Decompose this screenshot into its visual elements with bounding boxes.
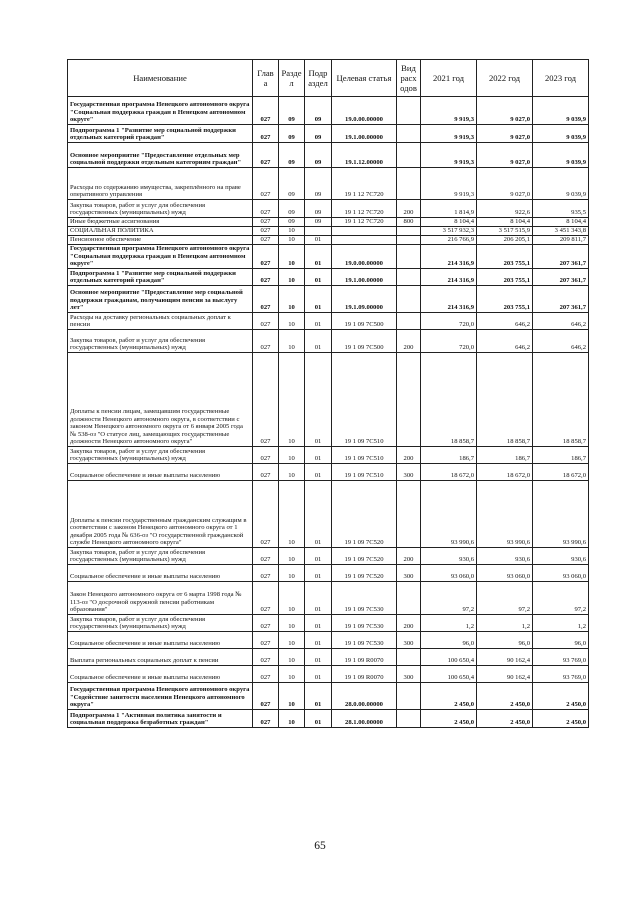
row-value-2023: 186,7	[533, 447, 589, 464]
row-name: Доплаты к пенсии государственным гражданским служащим в соответствии с законом Ненецкого автономного округа от 1 декабря 2005 года № 636-оз "О государственной гражданской службе Ненецкого автономного округа"	[68, 481, 253, 548]
row-expense-type	[397, 353, 421, 447]
row-name: Подпрограмма 1 "Развитие мер социальной поддержки отдельных категорий граждан"	[68, 269, 253, 286]
row-podrazdel: 09	[305, 125, 332, 143]
row-expense-type	[397, 683, 421, 710]
row-name: Закупка товаров, работ и услуг для обеспечения государственных (муниципальных) нужд	[68, 200, 253, 218]
row-glava: 027	[253, 313, 279, 330]
row-glava: 027	[253, 615, 279, 632]
row-glava: 027	[253, 447, 279, 464]
row-podrazdel: 01	[305, 330, 332, 353]
row-value-2021: 214 316,9	[421, 286, 477, 313]
row-value-2022: 203 755,1	[477, 286, 533, 313]
row-target-article: 19 1 09 7С520	[332, 481, 397, 548]
row-razdel: 09	[279, 97, 305, 125]
row-value-2023: 9 039,9	[533, 143, 589, 168]
row-expense-type	[397, 710, 421, 728]
row-name: Социальное обеспечение и иные выплаты населению	[68, 666, 253, 683]
row-razdel: 10	[279, 565, 305, 582]
row-name: СОЦИАЛЬНАЯ ПОЛИТИКА	[68, 227, 253, 236]
row-target-article: 19 1 09 R0070	[332, 649, 397, 666]
row-podrazdel: 01	[305, 353, 332, 447]
table-row	[68, 168, 589, 200]
table-row	[68, 236, 589, 245]
row-expense-type	[397, 125, 421, 143]
row-podrazdel: 01	[305, 447, 332, 464]
row-value-2022: 206 205,1	[477, 236, 533, 245]
header-name: Наименование	[68, 60, 253, 97]
row-value-2021: 720,0	[421, 330, 477, 353]
row-value-2022: 930,6	[477, 548, 533, 565]
row-value-2023: 646,2	[533, 313, 589, 330]
row-value-2022: 90 162,4	[477, 666, 533, 683]
row-value-2022: 97,2	[477, 582, 533, 615]
row-target-article: 28.1.00.00000	[332, 710, 397, 728]
row-razdel: 10	[279, 666, 305, 683]
row-value-2023: 930,6	[533, 548, 589, 565]
row-glava: 027	[253, 236, 279, 245]
row-glava: 027	[253, 548, 279, 565]
row-podrazdel: 01	[305, 582, 332, 615]
table-row	[68, 710, 589, 728]
row-glava: 027	[253, 632, 279, 649]
row-value-2022: 18 858,7	[477, 353, 533, 447]
row-expense-type: 200	[397, 548, 421, 565]
row-value-2021: 214 316,9	[421, 245, 477, 269]
row-name: Пенсионное обеспечение	[68, 236, 253, 245]
row-name: Социальное обеспечение и иные выплаты населению	[68, 565, 253, 582]
page-number: 65	[314, 840, 326, 852]
row-name: Подпрограмма 1 "Развитие мер социальной поддержки отдельных категорий граждан"	[68, 125, 253, 143]
row-target-article: 19 1 12 7С720	[332, 218, 397, 227]
row-value-2023: 97,2	[533, 582, 589, 615]
row-name: Закон Ненецкого автономного округа от 6 марта 1998 года № 113-оз "О досрочной окружной пенсии работникам образования"	[68, 582, 253, 615]
row-razdel: 10	[279, 236, 305, 245]
row-value-2021: 216 766,9	[421, 236, 477, 245]
row-podrazdel: 09	[305, 218, 332, 227]
row-value-2021: 100 650,4	[421, 666, 477, 683]
row-podrazdel	[305, 227, 332, 236]
row-value-2021: 100 650,4	[421, 649, 477, 666]
header-target-article: Целевая статья	[332, 60, 397, 97]
row-glava: 027	[253, 168, 279, 200]
row-value-2022: 9 027,0	[477, 125, 533, 143]
row-glava: 027	[253, 97, 279, 125]
row-value-2021: 9 919,3	[421, 125, 477, 143]
row-target-article: 19.0.00.00000	[332, 245, 397, 269]
header-2021: 2021 год	[421, 60, 477, 97]
row-expense-type	[397, 143, 421, 168]
row-value-2023: 1,2	[533, 615, 589, 632]
table-row	[68, 615, 589, 632]
row-value-2021: 96,0	[421, 632, 477, 649]
table-row	[68, 548, 589, 565]
row-razdel: 09	[279, 168, 305, 200]
row-razdel: 10	[279, 464, 305, 481]
table-row	[68, 464, 589, 481]
row-glava: 027	[253, 218, 279, 227]
row-name: Подпрограмма 1 "Активная политика занятости и социальная поддержка безработных граждан"	[68, 710, 253, 728]
row-glava: 027	[253, 481, 279, 548]
row-glava: 027	[253, 269, 279, 286]
row-value-2023: 207 361,7	[533, 286, 589, 313]
row-value-2023: 9 039,9	[533, 97, 589, 125]
row-value-2021: 2 450,0	[421, 710, 477, 728]
row-podrazdel: 09	[305, 97, 332, 125]
row-razdel: 09	[279, 125, 305, 143]
row-podrazdel: 01	[305, 649, 332, 666]
table-row	[68, 286, 589, 313]
row-expense-type	[397, 236, 421, 245]
header-glava: Глав а	[253, 60, 279, 97]
row-value-2021: 186,7	[421, 447, 477, 464]
row-value-2021: 9 919,3	[421, 168, 477, 200]
row-value-2022: 2 450,0	[477, 683, 533, 710]
row-name: Закупка товаров, работ и услуг для обеспечения государственных (муниципальных) нужд	[68, 615, 253, 632]
row-glava: 027	[253, 200, 279, 218]
row-podrazdel: 01	[305, 632, 332, 649]
row-value-2021: 93 990,6	[421, 481, 477, 548]
row-razdel: 10	[279, 245, 305, 269]
row-target-article: 19 1 09 7С510	[332, 353, 397, 447]
row-glava: 027	[253, 227, 279, 236]
row-value-2021: 18 858,7	[421, 353, 477, 447]
table-row	[68, 666, 589, 683]
row-podrazdel: 01	[305, 683, 332, 710]
row-value-2021: 93 060,0	[421, 565, 477, 582]
row-name: Государственная программа Ненецкого автономного округа "Социальная поддержка граждан в Ненецком автономном округе"	[68, 97, 253, 125]
row-expense-type	[397, 97, 421, 125]
row-expense-type	[397, 269, 421, 286]
row-name: Расходы на доставку региональных социальных доплат к пенсии	[68, 313, 253, 330]
row-razdel: 10	[279, 481, 305, 548]
row-expense-type	[397, 582, 421, 615]
row-glava: 027	[253, 125, 279, 143]
row-name: Государственная программа Ненецкого автономного округа "Социальная поддержка граждан в Ненецком автономном округе"	[68, 245, 253, 269]
row-value-2023: 9 039,9	[533, 125, 589, 143]
row-expense-type: 200	[397, 330, 421, 353]
row-name: Социальное обеспечение и иные выплаты населению	[68, 632, 253, 649]
row-target-article: 19 1 09 7С500	[332, 330, 397, 353]
row-target-article: 19 1 12 7С720	[332, 168, 397, 200]
row-target-article: 19.1.00.00000	[332, 125, 397, 143]
row-glava: 027	[253, 582, 279, 615]
row-podrazdel: 01	[305, 548, 332, 565]
row-expense-type: 200	[397, 447, 421, 464]
row-podrazdel: 09	[305, 168, 332, 200]
row-value-2023: 2 450,0	[533, 710, 589, 728]
row-name: Основное мероприятие "Предоставление мер социальной поддержки гражданам, получающим пенсии за выслугу лет"	[68, 286, 253, 313]
row-podrazdel: 01	[305, 615, 332, 632]
row-value-2021: 720,0	[421, 313, 477, 330]
row-expense-type	[397, 313, 421, 330]
row-value-2021: 1 814,9	[421, 200, 477, 218]
row-expense-type: 200	[397, 615, 421, 632]
table-row	[68, 97, 589, 125]
row-razdel: 10	[279, 548, 305, 565]
row-expense-type	[397, 649, 421, 666]
row-razdel: 10	[279, 632, 305, 649]
table-row	[68, 143, 589, 168]
row-razdel: 10	[279, 313, 305, 330]
row-podrazdel: 01	[305, 286, 332, 313]
row-value-2023: 935,5	[533, 200, 589, 218]
row-value-2023: 93 060,0	[533, 565, 589, 582]
row-podrazdel: 01	[305, 236, 332, 245]
row-value-2023: 18 858,7	[533, 353, 589, 447]
row-value-2023: 207 361,7	[533, 245, 589, 269]
table-row	[68, 582, 589, 615]
row-podrazdel: 01	[305, 464, 332, 481]
row-glava: 027	[253, 710, 279, 728]
row-podrazdel: 01	[305, 565, 332, 582]
row-expense-type	[397, 245, 421, 269]
row-value-2022: 9 027,0	[477, 143, 533, 168]
row-expense-type: 200	[397, 200, 421, 218]
row-target-article	[332, 236, 397, 245]
row-value-2023: 2 450,0	[533, 683, 589, 710]
table-header-row	[68, 60, 589, 97]
row-value-2022: 96,0	[477, 632, 533, 649]
row-expense-type: 300	[397, 565, 421, 582]
row-value-2022: 8 104,4	[477, 218, 533, 227]
row-podrazdel: 09	[305, 200, 332, 218]
row-name: Расходы по содержанию имущества, закреплённого на праве оперативного управления	[68, 168, 253, 200]
row-target-article: 19 1 09 7С530	[332, 632, 397, 649]
table-row	[68, 649, 589, 666]
row-expense-type: 300	[397, 632, 421, 649]
row-value-2023: 93 990,6	[533, 481, 589, 548]
row-name: Закупка товаров, работ и услуг для обеспечения государственных (муниципальных) нужд	[68, 447, 253, 464]
row-target-article: 19.1.12.00000	[332, 143, 397, 168]
budget-table	[67, 59, 589, 728]
row-podrazdel: 01	[305, 313, 332, 330]
table-row	[68, 313, 589, 330]
row-target-article: 19.0.00.00000	[332, 97, 397, 125]
row-podrazdel: 09	[305, 143, 332, 168]
table-row	[68, 481, 589, 548]
table-row	[68, 632, 589, 649]
row-value-2022: 203 755,1	[477, 245, 533, 269]
row-name: Закупка товаров, работ и услуг для обеспечения государственных (муниципальных) нужд	[68, 548, 253, 565]
table-row	[68, 125, 589, 143]
row-value-2023: 96,0	[533, 632, 589, 649]
row-target-article: 19.1.09.00000	[332, 286, 397, 313]
row-value-2022: 1,2	[477, 615, 533, 632]
table-row	[68, 245, 589, 269]
row-glava: 027	[253, 245, 279, 269]
row-value-2022: 9 027,0	[477, 168, 533, 200]
row-value-2022: 3 517 515,9	[477, 227, 533, 236]
header-razdel: Разде л	[279, 60, 305, 97]
table-row	[68, 447, 589, 464]
row-value-2022: 9 027,0	[477, 97, 533, 125]
row-value-2022: 18 672,0	[477, 464, 533, 481]
row-value-2023: 207 361,7	[533, 269, 589, 286]
row-podrazdel: 01	[305, 666, 332, 683]
row-target-article: 19 1 09 7С530	[332, 615, 397, 632]
row-glava: 027	[253, 666, 279, 683]
row-value-2021: 8 104,4	[421, 218, 477, 227]
row-razdel: 10	[279, 353, 305, 447]
row-name: Иные бюджетные ассигнования	[68, 218, 253, 227]
row-name: Основное мероприятие "Предоставление отдельных мер социальной поддержки отдельным категориям граждан"	[68, 143, 253, 168]
row-value-2023: 646,2	[533, 330, 589, 353]
row-value-2023: 18 672,0	[533, 464, 589, 481]
row-expense-type: 300	[397, 464, 421, 481]
row-value-2022: 203 755,1	[477, 269, 533, 286]
row-value-2021: 930,6	[421, 548, 477, 565]
row-name: Доплаты к пенсии лицам, замещавшим государственные должности Ненецкого автономного округа, в соответствии с законом Ненецкого автономного округа от 6 января 2005 года № 538-оз "О статусе лиц, замещающих государственные должности Ненецкого автономного округа"	[68, 353, 253, 447]
row-razdel: 10	[279, 286, 305, 313]
row-value-2021: 97,2	[421, 582, 477, 615]
row-target-article: 19 1 09 7С510	[332, 447, 397, 464]
row-name: Социальное обеспечение и иные выплаты населению	[68, 464, 253, 481]
header-podrazdel: Подр аздел	[305, 60, 332, 97]
row-razdel: 10	[279, 615, 305, 632]
row-target-article: 19 1 09 7С500	[332, 313, 397, 330]
row-value-2022: 646,2	[477, 330, 533, 353]
row-value-2021: 1,2	[421, 615, 477, 632]
row-value-2021: 9 919,3	[421, 97, 477, 125]
table-row	[68, 227, 589, 236]
table-row	[68, 330, 589, 353]
row-razdel: 10	[279, 447, 305, 464]
row-razdel: 10	[279, 649, 305, 666]
table-row	[68, 683, 589, 710]
row-value-2023: 8 104,4	[533, 218, 589, 227]
row-razdel: 10	[279, 683, 305, 710]
row-glava: 027	[253, 353, 279, 447]
row-name: Закупка товаров, работ и услуг для обеспечения государственных (муниципальных) нужд	[68, 330, 253, 353]
table-row	[68, 200, 589, 218]
row-expense-type	[397, 227, 421, 236]
header-2022: 2022 год	[477, 60, 533, 97]
table-row	[68, 565, 589, 582]
row-value-2022: 90 162,4	[477, 649, 533, 666]
row-value-2022: 646,2	[477, 313, 533, 330]
row-podrazdel: 01	[305, 481, 332, 548]
row-target-article: 19 1 09 7С520	[332, 548, 397, 565]
header-expense-type: Вид расх одов	[397, 60, 421, 97]
row-target-article: 19 1 09 7С510	[332, 464, 397, 481]
row-razdel: 09	[279, 200, 305, 218]
row-value-2021: 9 919,3	[421, 143, 477, 168]
row-glava: 027	[253, 143, 279, 168]
row-value-2023: 209 811,7	[533, 236, 589, 245]
row-expense-type: 800	[397, 218, 421, 227]
row-value-2023: 93 769,0	[533, 666, 589, 683]
table-row	[68, 353, 589, 447]
row-value-2021: 2 450,0	[421, 683, 477, 710]
row-razdel: 10	[279, 269, 305, 286]
row-target-article: 19 1 09 7С520	[332, 565, 397, 582]
row-glava: 027	[253, 464, 279, 481]
row-value-2022: 93 060,0	[477, 565, 533, 582]
row-razdel: 10	[279, 330, 305, 353]
row-podrazdel: 01	[305, 245, 332, 269]
row-glava: 027	[253, 330, 279, 353]
row-value-2022: 922,6	[477, 200, 533, 218]
row-expense-type	[397, 286, 421, 313]
row-razdel: 10	[279, 582, 305, 615]
row-expense-type: 300	[397, 666, 421, 683]
row-razdel: 10	[279, 227, 305, 236]
row-podrazdel: 01	[305, 710, 332, 728]
row-razdel: 10	[279, 710, 305, 728]
row-target-article: 28.0.00.00000	[332, 683, 397, 710]
row-value-2022: 186,7	[477, 447, 533, 464]
row-glava: 027	[253, 286, 279, 313]
row-value-2022: 93 990,6	[477, 481, 533, 548]
row-glava: 027	[253, 565, 279, 582]
table-row	[68, 218, 589, 227]
table-row	[68, 269, 589, 286]
row-name: Государственная программа Ненецкого автономного округа "Содействие занятости населения Ненецкого автономного округа"	[68, 683, 253, 710]
row-glava: 027	[253, 683, 279, 710]
row-value-2021: 18 672,0	[421, 464, 477, 481]
row-target-article: 19 1 12 7С720	[332, 200, 397, 218]
row-expense-type	[397, 481, 421, 548]
row-razdel: 09	[279, 143, 305, 168]
row-name: Выплата региональных социальных доплат к пенсии	[68, 649, 253, 666]
row-value-2022: 2 450,0	[477, 710, 533, 728]
row-value-2023: 3 451 343,8	[533, 227, 589, 236]
row-value-2023: 93 769,0	[533, 649, 589, 666]
row-podrazdel: 01	[305, 269, 332, 286]
header-2023: 2023 год	[533, 60, 589, 97]
row-value-2023: 9 039,9	[533, 168, 589, 200]
row-target-article: 19.1.00.00000	[332, 269, 397, 286]
row-value-2021: 214 316,9	[421, 269, 477, 286]
row-target-article: 19 1 09 7С530	[332, 582, 397, 615]
row-target-article	[332, 227, 397, 236]
row-razdel: 09	[279, 218, 305, 227]
row-target-article: 19 1 09 R0070	[332, 666, 397, 683]
row-value-2021: 3 517 932,3	[421, 227, 477, 236]
row-expense-type	[397, 168, 421, 200]
row-glava: 027	[253, 649, 279, 666]
table-body	[68, 97, 589, 728]
